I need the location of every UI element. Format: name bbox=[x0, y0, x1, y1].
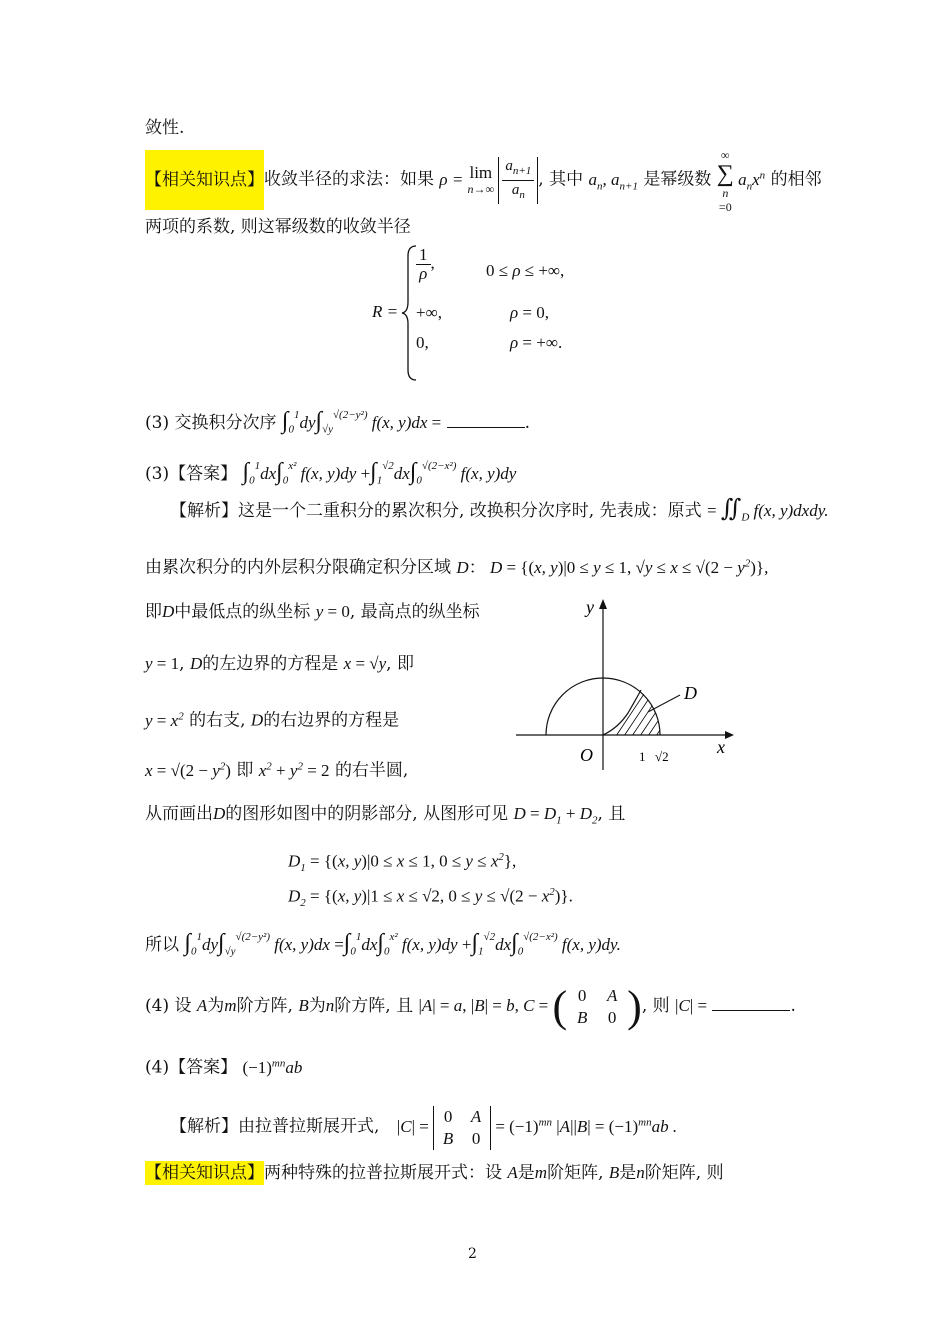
formula-R: R = bbox=[372, 302, 399, 321]
axis-x-label: x bbox=[717, 737, 725, 757]
answer-4: (4)【答案】 $(-1)^{mn}ab$ bbox=[145, 1057, 303, 1078]
related-tag: 【相关知识点】 bbox=[145, 1163, 264, 1183]
axis-y-label: y bbox=[586, 597, 594, 617]
page-number: 2 bbox=[468, 1246, 477, 1262]
text-line: $x = √(2 - y^2)$ 即 $x^2 + y^2 = 2$ 的右半圆, bbox=[145, 760, 409, 781]
text-line: 从而画出D的图形如图中的阴影部分, 从图形可见 $D = D_1 + D_2$, 且 bbox=[145, 804, 626, 827]
formula-D1: $D_1 = \{(x$, y)|0 ≤ x ≤ 1, $0 \le y \le x^2$}, bbox=[288, 851, 517, 875]
text-line: y = 1, D的左边界的方程是 x = √y, 即 bbox=[145, 654, 414, 674]
text-line: 即D中最低点的纵坐标 y = 0, 最高点的纵坐标 bbox=[145, 602, 480, 622]
region-figure bbox=[510, 595, 750, 775]
region-label: D bbox=[684, 683, 697, 703]
text-line: 敛性. bbox=[145, 118, 185, 138]
text-line: $y = x^2$ 的右支, D的右边界的方程是 bbox=[145, 710, 400, 731]
related-knowledge-radius: 【相关知识点】收敛半径的求法：如果 ρ = lim n→∞ $\frac{a_{n+1}}{a_n}$ , 其中 $a_n$, $a_{n+1}$ 是幂级数 ∞ ∑ n =0 $a_nx^n$ 的相邻 bbox=[145, 147, 822, 214]
formula-D2: $D_2 = \{(x$, y)|1 ≤ x ≤ √2, $0 \le y \le √(2 - x^2)$}. bbox=[288, 886, 573, 910]
answer-blank bbox=[447, 413, 525, 428]
region-definition: 由累次积分的内外层积分限确定积分区域 D： D = {(x, y)|0 ≤ y ≤ 1, $√y \le x \le √(2 - y^2)$}, bbox=[145, 557, 769, 578]
answer-3: (3)【答案】 $\int_0^1dx\int_0^{x^2}$ f(x, $y)dy +\int_1^{√2}dx\int_0^{√(2-x^2)}$ f(x, y)dy bbox=[145, 459, 517, 487]
related-knowledge-laplace: 【相关知识点】两种特殊的拉普拉斯展开式：设 A是m阶矩阵, B是n阶矩阵, 则 bbox=[145, 1163, 724, 1183]
analysis-4: 【解析】由拉普拉斯展开式, |C| = 0 A B 0 = $(-1)^{mn}$ $|A||B| = (-1)^{mn}ab$ . bbox=[170, 1106, 678, 1148]
analysis-3: 【解析】这是一个二重积分的累次积分, 改换积分次序时, 先表成：原式 = $∬_D$ f(x, y)dxdy. bbox=[170, 496, 829, 524]
origin-label: O bbox=[580, 745, 593, 765]
tick-label-sqrt2: √2 bbox=[655, 749, 669, 764]
related-tag: 【相关知识点】 bbox=[145, 150, 264, 210]
final-equation: 所以 $\int_0^1dy\int_{√y}^{√(2-y^2)}$ f(x, $y)dx =\int_0^1dx\int_0^{x^2}$ f(x, $y)dy +\int_1^{√2}dx\int_0^{√(2-x^2)}$ f(x, y)dy. bbox=[145, 930, 621, 958]
question-4: (4) 设 A为m阶方阵, B为n阶方阵, 且 |A| = a, |B| = b, C = ( 0 A B 0 ) , 则 |C| = . bbox=[145, 982, 796, 1031]
question-3: (3) 交换积分次序 $\int_0^1dy\int_{√y}^{√(2-y^2)}$ f(x, y)dx = . bbox=[145, 408, 531, 436]
formula-rho: ρ = lim n→∞ $\frac{a_{n+1}}{a_n}$ bbox=[439, 170, 538, 189]
tick-label-1: 1 bbox=[639, 749, 646, 764]
answer-blank bbox=[712, 996, 790, 1011]
text-line: 两项的系数, 则这幂级数的收敛半径 bbox=[145, 217, 411, 237]
